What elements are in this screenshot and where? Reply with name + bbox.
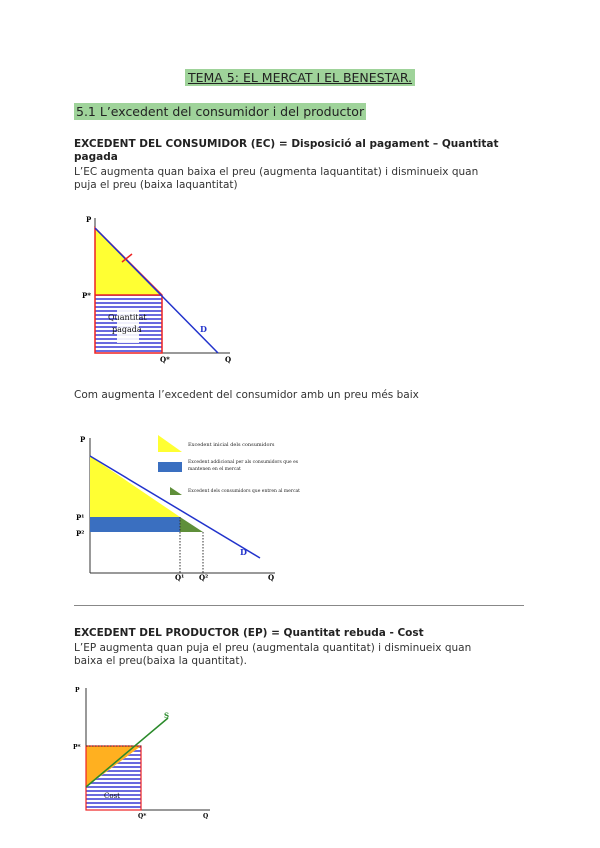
q-axis-label: Q xyxy=(203,813,209,820)
consumer-desc-line1: L’EC augmenta quan baixa el preu (augmenta laquantitat) i disminueix quan xyxy=(74,166,479,178)
producer-desc-line1: L’EP augmenta quan puja el preu (augmentala quantitat) i disminueix quan xyxy=(74,642,472,654)
legend-initial: Excedent inicial dels consumidors xyxy=(188,442,275,448)
paid-label-2: pagada xyxy=(112,325,142,334)
demand-label: D xyxy=(200,324,207,334)
supply-label: S xyxy=(164,711,170,720)
legend-additional-1: Excedent addicional per als consumidors que es xyxy=(188,460,299,465)
consumer-heading-line1: EXCEDENT DEL CONSUMIDOR (EC) = Disposició al pagament – Quantitat xyxy=(74,138,499,150)
legend-new-entrants: Excedent dels consumidors que entren al mercat xyxy=(188,489,300,494)
legend-yellow-swatch xyxy=(158,435,182,452)
page-title: TEMA 5: EL MERCAT I EL BENESTAR. xyxy=(0,70,600,85)
p-axis-label: P xyxy=(86,215,92,224)
p2-label: P² xyxy=(76,529,85,538)
p-star-label: P* xyxy=(73,744,81,751)
p-star-label: P* xyxy=(82,291,91,300)
producer-desc-line2: baixa el preu(baixa la quantitat). xyxy=(74,655,247,667)
p-axis-label: P xyxy=(75,687,80,694)
consumer-surplus-chart xyxy=(80,210,250,370)
q1-label: Q¹ xyxy=(175,573,185,582)
q-star-label: Q* xyxy=(160,355,170,364)
cost-label: Cost xyxy=(104,792,120,800)
surplus-change-chart xyxy=(70,430,360,585)
demand-label: D xyxy=(240,547,247,557)
q-star-label: Q* xyxy=(138,813,147,820)
legend-additional-2: mantenen en el mercat xyxy=(188,467,241,472)
legend-blue-swatch xyxy=(158,462,182,472)
consumer-heading-line2: pagada xyxy=(74,151,118,163)
producer-surplus-chart xyxy=(70,682,220,822)
new-entrants-area xyxy=(180,517,203,532)
q-axis-label: Q xyxy=(268,573,275,582)
consumer-desc-line2: puja el preu (baixa laquantitat) xyxy=(74,179,238,191)
divider xyxy=(74,605,524,606)
consumer-increase-text: Com augmenta l’excedent del consumidor amb un preu més baix xyxy=(74,389,419,401)
q2-label: Q² xyxy=(199,573,209,582)
legend-green-swatch xyxy=(170,487,182,495)
section-heading: 5.1 L’excedent del consumidor i del productor xyxy=(76,104,365,119)
additional-surplus-area xyxy=(90,517,180,532)
producer-heading: EXCEDENT DEL PRODUCTOR (EP) = Quantitat rebuda - Cost xyxy=(74,627,424,639)
p-axis-label: P xyxy=(80,435,86,444)
q-axis-label: Q xyxy=(225,355,232,364)
p1-label: P¹ xyxy=(76,513,85,522)
paid-label-1: Quantitat xyxy=(108,313,147,322)
